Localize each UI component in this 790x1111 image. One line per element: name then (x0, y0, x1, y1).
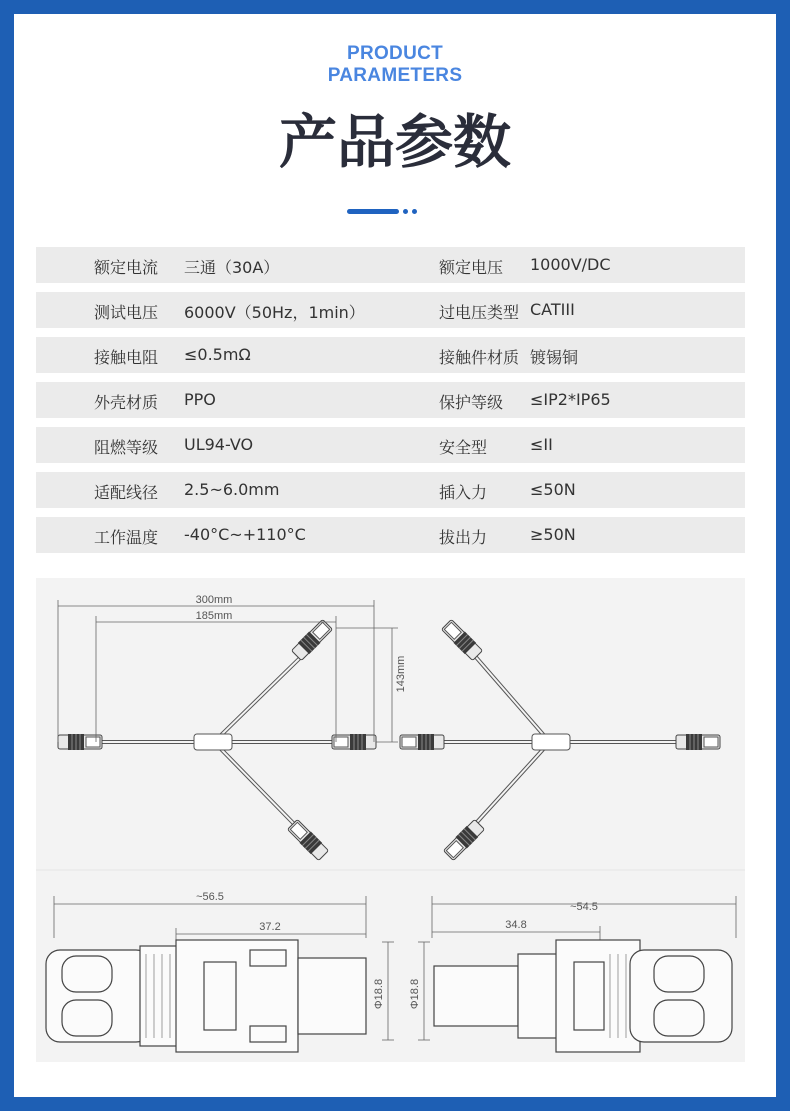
spec-value: PPO (184, 390, 216, 409)
spec-label: 外壳材质 (94, 393, 159, 412)
spec-value: 1000V/DC (530, 255, 611, 274)
spec-row (36, 472, 745, 508)
spec-label: 适配线径 (94, 483, 159, 502)
dim-348-label: 34.8 (505, 919, 527, 931)
spec-value: CATIII (530, 300, 575, 319)
left-connector-section (46, 891, 394, 1052)
connector-icon (400, 734, 444, 750)
dim-185-label: 185mm (195, 610, 233, 622)
dim-545-label: ~54.5 (570, 901, 598, 913)
spec-value: 三通（30A） (184, 258, 280, 277)
dim-143-label: 143mm (395, 655, 407, 693)
spec-label: 测试电压 (94, 303, 159, 322)
left-y-cable (58, 619, 376, 861)
spec-label: 拔出力 (439, 528, 488, 547)
spec-value: ≥50N (530, 525, 576, 544)
connector-icon (58, 734, 102, 750)
english-title (0, 43, 790, 87)
connector-icon (676, 734, 720, 750)
connector-icon (287, 819, 329, 861)
page-title: 产品参数 (278, 108, 511, 176)
spec-row (36, 292, 745, 328)
spec-label: 阻燃等级 (94, 438, 159, 457)
connector-icon (291, 619, 333, 661)
english-title-line1: PRODUCT (346, 43, 444, 64)
spec-label: 额定电流 (94, 258, 159, 277)
dim-565-label: ~56.5 (196, 891, 224, 903)
english-title-line2: PARAMETERS (327, 65, 463, 86)
spec-label: 接触电阻 (94, 348, 159, 367)
spec-value: ≤II (530, 435, 553, 454)
spec-row (36, 382, 745, 418)
spec-value: -40°C~+110°C (184, 525, 306, 544)
spec-value: 6000V（50Hz，1min） (184, 303, 365, 322)
dim-300-label: 300mm (195, 594, 233, 606)
dim-phi-right-label: Φ18.8 (409, 978, 421, 1010)
technical-drawing (36, 578, 745, 1062)
spec-value: ≤50N (530, 480, 576, 499)
spec-label: 额定电压 (439, 258, 504, 277)
spec-value: 2.5~6.0mm (184, 480, 280, 499)
divider-dot (412, 209, 417, 214)
spec-value: UL94-VO (184, 435, 254, 454)
connector-icon (443, 819, 485, 861)
spec-label: 过电压类型 (439, 303, 520, 322)
right-y-cable (400, 619, 720, 861)
spec-row (36, 427, 745, 463)
drawing-svg (36, 578, 745, 1062)
connector-icon (332, 734, 376, 750)
title-divider (347, 209, 417, 214)
spec-label: 工作温度 (94, 528, 159, 547)
spec-label: 插入力 (439, 483, 488, 502)
spec-value: 镀锡铜 (530, 348, 579, 367)
right-connector-section (409, 896, 736, 1052)
spec-value: ≤0.5mΩ (184, 345, 251, 364)
spec-label: 安全型 (439, 438, 488, 457)
spec-row (36, 517, 745, 553)
spec-label: 接触件材质 (439, 348, 520, 367)
dim-phi-left-label: Φ18.8 (373, 978, 385, 1010)
dim-372-label: 37.2 (259, 921, 281, 933)
spec-label: 保护等级 (439, 393, 504, 412)
spec-row (36, 337, 745, 373)
divider-dot (403, 209, 408, 214)
spec-value: ≤IP2*IP65 (530, 390, 611, 409)
divider-bar (347, 209, 399, 214)
spec-row (36, 247, 745, 283)
connector-icon (441, 619, 483, 661)
